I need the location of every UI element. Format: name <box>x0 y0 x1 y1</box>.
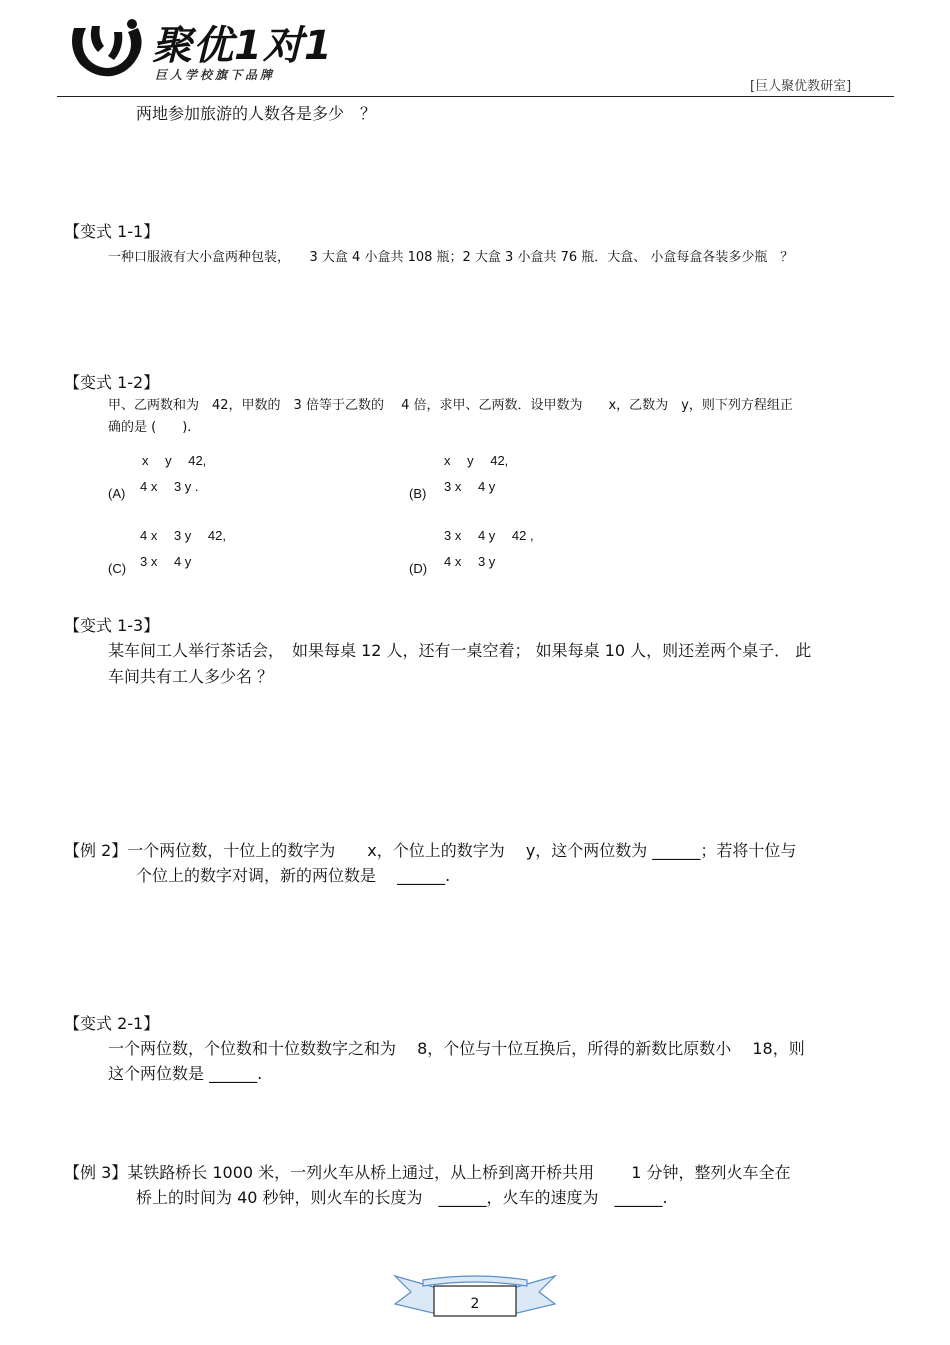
variant-1-2-line2: 确的是 ( )． <box>108 420 201 435</box>
variant-2-1-line2: 这个两位数是 ______. <box>108 1064 263 1083</box>
variant-2-1-line1: 一个两位数，个位数和十位数数字之和为 8，个位与十位互换后，所得的新数比原数小 18，则 <box>108 1039 805 1058</box>
example-2-line1: 【例 2】一个两位数，十位上的数字为 x，个位上的数字为 y，这个两位数为 ______；若将十位与 <box>64 841 797 860</box>
option-a-label: (A) <box>108 486 126 501</box>
logo-wordmark: 聚优1对1 <box>152 23 333 69</box>
header-right-label: [巨人聚优教研室] <box>750 79 852 94</box>
example-3-line2: 桥上的时间为 40 秒钟，则火车的长度为 ______，火车的速度为 ______. <box>136 1188 668 1207</box>
option-b-eq2: 3 x 4 y <box>444 479 496 494</box>
example-3-line1: 【例 3】某铁路桥长 1000 米，一列火车从桥上通过，从上桥到离开桥共用 1 分钟，整列火车全在 <box>64 1163 791 1182</box>
option-c-eq2: 3 x 4 y <box>140 554 192 569</box>
variant-1-2-heading: 【变式 1-2】 <box>64 373 160 392</box>
option-c-eq1: 4 x 3 y 42, <box>140 528 226 543</box>
option-a-eq1: x y 42, <box>142 453 207 468</box>
variant-1-3-line2: 车间共有工人多少名 ？ <box>108 667 274 686</box>
option-d-eq2: 4 x 3 y <box>444 554 496 569</box>
option-d-label: (D) <box>409 561 428 576</box>
variant-1-3-line1: 某车间工人举行茶话会， 如果每桌 12 人，还有一桌空着； 如果每桌 10 人，则还差两个桌子． 此 <box>108 641 812 660</box>
option-b-label: (B) <box>409 486 427 501</box>
logo-tagline: 巨人学校旗下品牌 <box>155 68 276 82</box>
variant-1-1-heading: 【变式 1-1】 <box>64 222 160 241</box>
header-divider <box>57 96 894 97</box>
variant-2-1-heading: 【变式 2-1】 <box>64 1014 160 1033</box>
variant-1-3-heading: 【变式 1-3】 <box>64 616 160 635</box>
option-c-label: (C) <box>108 561 127 576</box>
option-b-eq1: x y 42, <box>444 453 509 468</box>
logo-icon <box>66 18 146 80</box>
example-2-line2: 个位上的数字对调，新的两位数是 ______. <box>136 866 451 885</box>
page-number: 2 <box>470 1296 480 1312</box>
carryover-line: 两地参加旅游的人数各是多少 ？ <box>136 104 377 123</box>
variant-1-1-text: 一种口服液有大小盒两种包装， 3 大盒 4 小盒共 108 瓶；2 大盒 3 小盒共 76 瓶．大盒、 小盒每盒各装多少瓶 ？ <box>108 250 794 265</box>
variant-1-2-line1: 甲、乙两数和为 42，甲数的 3 倍等于乙数的 4 倍，求甲、乙两数．设甲数为 x，乙数为 y，则下列方程组正 <box>108 398 793 413</box>
option-d-eq1: 3 x 4 y 42 , <box>444 528 534 543</box>
option-a-eq2: 4 x 3 y . <box>140 479 199 494</box>
